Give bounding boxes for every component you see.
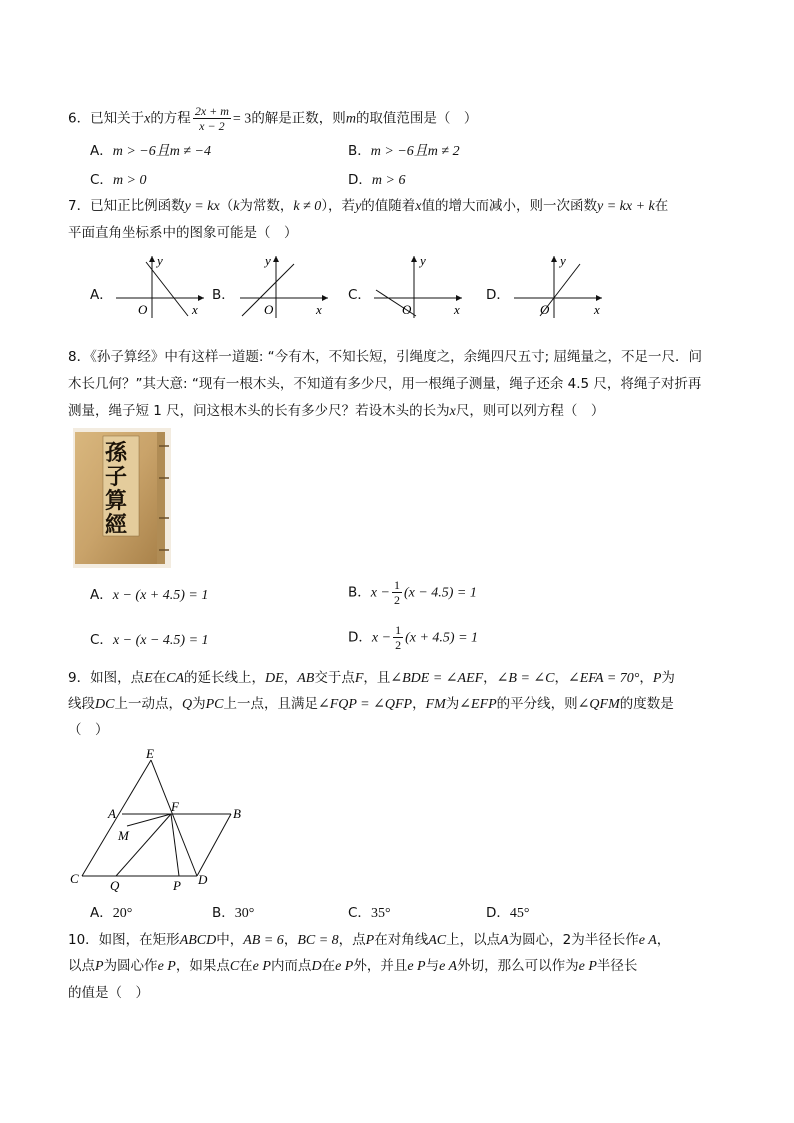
q6-option-c[interactable]: C．m > 0 bbox=[90, 172, 147, 188]
q7a-y-label: y bbox=[157, 253, 163, 268]
q7-graph-d[interactable] bbox=[510, 252, 606, 320]
q8-option-a[interactable]: A．x − (x + 4.5) = 1 bbox=[90, 587, 209, 603]
q7a-x-label: x bbox=[192, 302, 198, 317]
q8-option-c[interactable]: C．x − (x − 4.5) = 1 bbox=[90, 632, 209, 648]
q7d-x-label: x bbox=[594, 302, 600, 317]
q7b-x-label: x bbox=[316, 302, 322, 317]
book-title-char-4: 經 bbox=[105, 512, 128, 538]
q10-stem-line3: 的值是（ ） bbox=[68, 985, 149, 1001]
q10-stem-line1: 10．如图，在矩形ABCD中，AB = 6，BC = 8，点P在对角线AC上，以点A为圆心，2为半径长作e A， bbox=[68, 932, 671, 948]
book-title-char-3: 算 bbox=[105, 488, 128, 514]
q9-stem-line3: （ ） bbox=[68, 722, 109, 738]
q9-stem-line1: 9．如图，点E在CA的延长线上，DE，AB交于点F，且∠BDE = ∠AEF，∠B = ∠C，∠EFA = 70°，P为 bbox=[68, 670, 675, 686]
q9-geometry-figure bbox=[70, 748, 260, 896]
q6-option-b[interactable]: B．m > −6且m ≠ 2 bbox=[348, 143, 460, 159]
q6-stem: 6．已知关于x的方程 $\frac{2x + m}{x - 2}$ = 3的解是正数，则m的取值范围是（ ） bbox=[68, 104, 478, 133]
q6-option-a[interactable]: A．m > −6且m ≠ −4 bbox=[90, 143, 211, 159]
q8-stem-line2: 木长几何？”其大意: “现有一根木头，不知道有多少尺，用一根绳子测量，绳子还余 4.5 尺，将绳子对折再 bbox=[68, 376, 702, 392]
q7-option-c-label: C． bbox=[348, 287, 371, 303]
q10-stem-line2: 以点P为圆心作e P，如果点C在e P内而点D在e P外，并且e P与e A外切，那么可以作为e P半径长 bbox=[68, 958, 638, 974]
q7-graph-a[interactable] bbox=[112, 252, 208, 320]
fig9-label-e: E bbox=[146, 748, 154, 761]
fig9-label-q: Q bbox=[110, 878, 120, 893]
fig9-label-f: F bbox=[171, 799, 179, 814]
q6-option-d[interactable]: D．m > 6 bbox=[348, 172, 406, 188]
fig9-label-b: B bbox=[233, 806, 241, 821]
q7c-x-label: x bbox=[454, 302, 460, 317]
q9-option-b[interactable]: B．30° bbox=[212, 905, 255, 921]
q6-fraction: $\frac{2x + m}{x - 2}$ bbox=[194, 104, 229, 133]
q7-option-a-label: A． bbox=[90, 287, 113, 303]
q7c-origin-label: O bbox=[402, 302, 412, 317]
fig9-label-a: A bbox=[108, 806, 116, 821]
q9-option-c[interactable]: C．35° bbox=[348, 905, 391, 921]
q7c-y-label: y bbox=[420, 253, 426, 268]
q9-option-a[interactable]: A．20° bbox=[90, 905, 133, 921]
q7b-y-label: y bbox=[265, 253, 271, 268]
q7-graph-b[interactable] bbox=[236, 252, 332, 320]
q9-stem-line2: 线段DC上一动点，Q为PC上一点，且满足∠FQP = ∠QFP，FM为∠EFP的平分线，则∠QFM的度数是 bbox=[68, 696, 674, 712]
fig9-label-m: M bbox=[118, 828, 129, 843]
q7a-origin-label: O bbox=[138, 302, 148, 317]
q7-stem-line1: 7．已知正比例函数y = kx（k为常数，k ≠ 0），若y的值随着x值的增大而减小，则一次函数y = kx + k在 bbox=[68, 198, 669, 214]
q7d-y-label: y bbox=[560, 253, 566, 268]
fig9-label-c: C bbox=[70, 871, 79, 886]
q8-stem-line1: 8．《孙子算经》中有这样一道题: “今有木，不知长短，引绳度之，余绳四尺五寸; 屈绳量之，不足一尺．问 bbox=[68, 349, 703, 365]
q8-option-b[interactable]: B．x − $\frac{1}{2}$ (x − 4.5) = 1 bbox=[348, 578, 477, 607]
book-title-char-1: 孫 bbox=[105, 440, 128, 466]
q7-option-d-label: D． bbox=[486, 287, 510, 303]
q7-stem-line2: 平面直角坐标系中的图象可能是（ ） bbox=[68, 225, 298, 241]
q7-option-b-label: B． bbox=[212, 287, 235, 303]
q9-option-d[interactable]: D．45° bbox=[486, 905, 530, 921]
book-title-char-2: 子 bbox=[105, 464, 128, 490]
q7b-origin-label: O bbox=[264, 302, 274, 317]
q8-stem-line3: 测量，绳子短 1 尺，问这根木头的长有多少尺？若设木头的长为x尺，则可以列方程（ ） bbox=[68, 403, 605, 419]
fig9-label-p: P bbox=[173, 878, 181, 893]
q7d-origin-label: O bbox=[540, 302, 550, 317]
fig9-label-d: D bbox=[198, 872, 208, 887]
q8-option-d[interactable]: D．x − $\frac{1}{2}$ (x + 4.5) = 1 bbox=[348, 623, 479, 652]
q7-graph-c[interactable] bbox=[370, 252, 466, 320]
